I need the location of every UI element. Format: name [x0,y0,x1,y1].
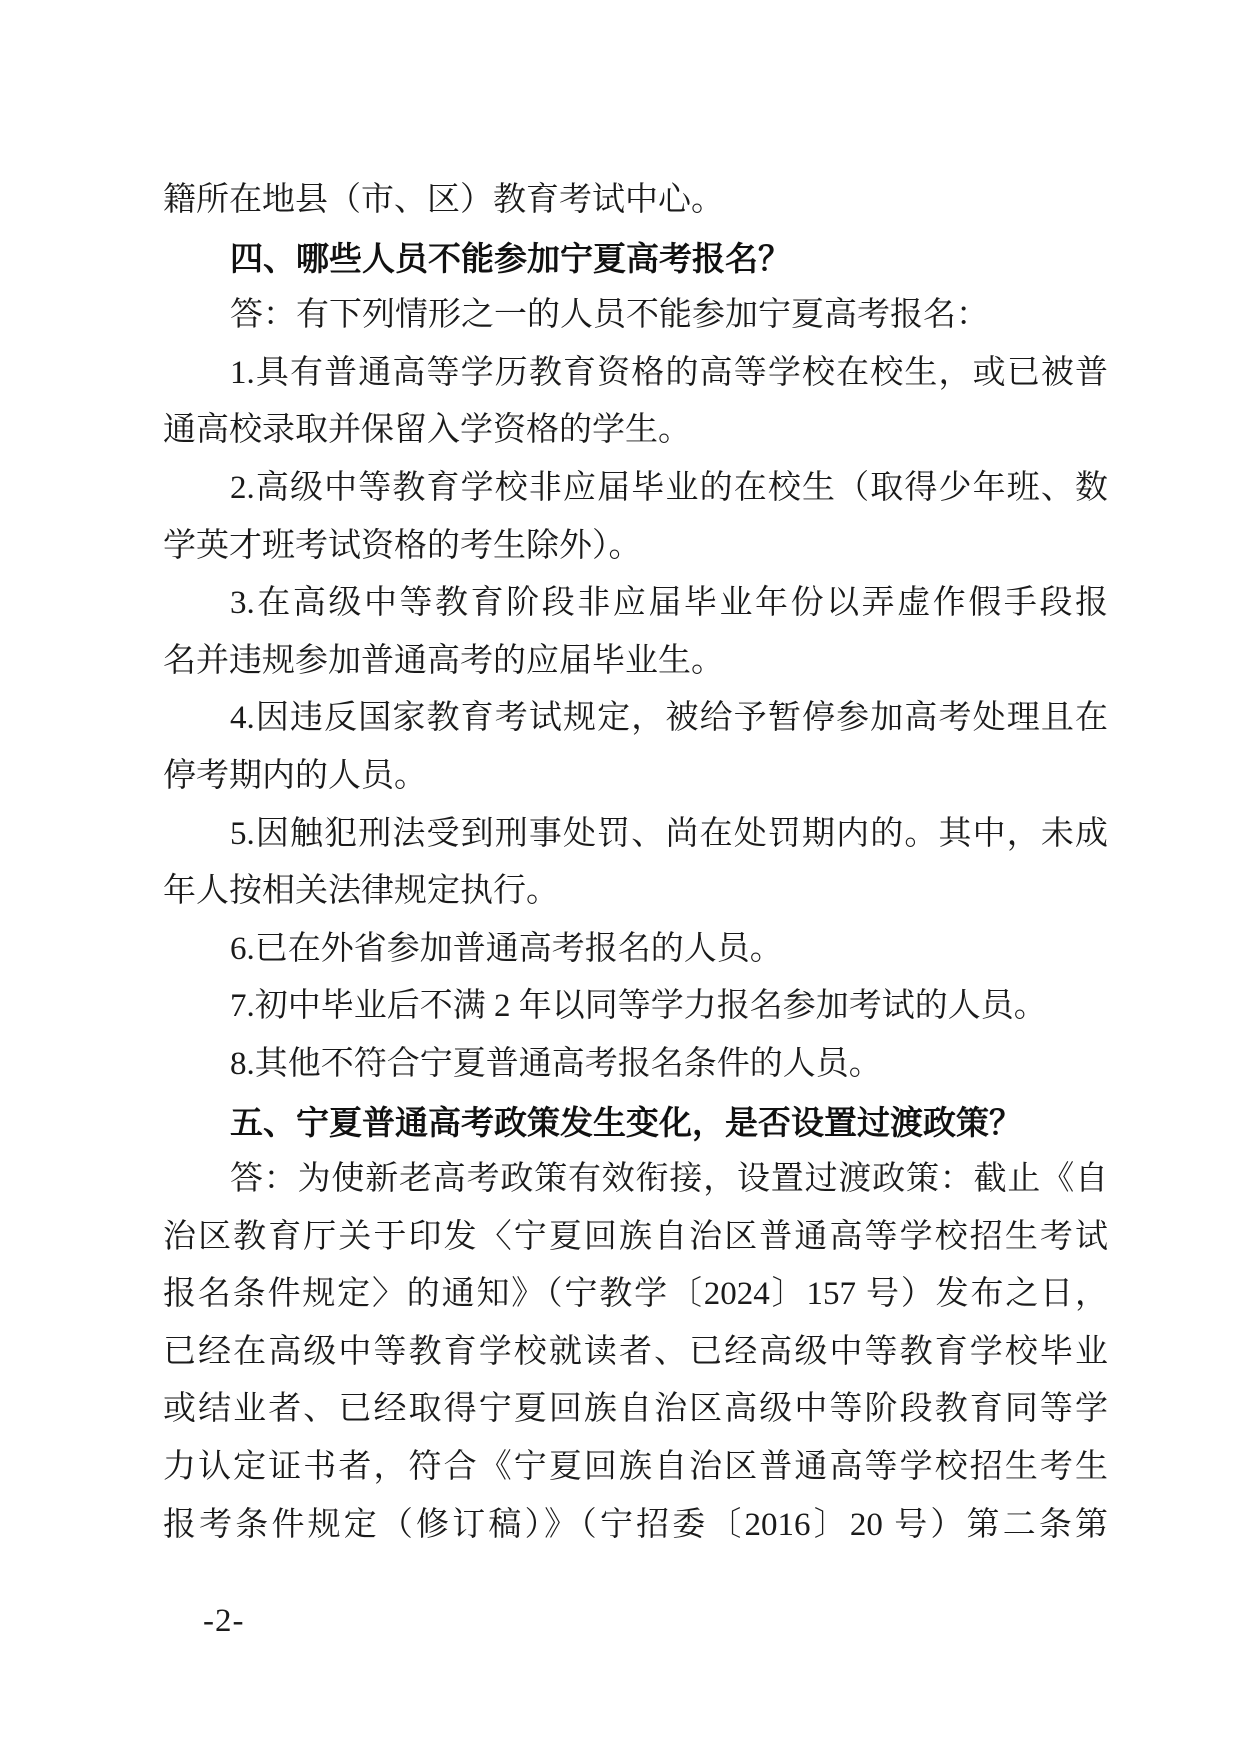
question-4-item-5-line: 5.因触犯刑法受到刑事处罚、尚在处罚期内的。其中，未成 [230,815,1108,852]
question-4-item-7-line: 7.初中毕业后不满 2 年以同等学力报名参加考试的人员。 [230,988,1047,1025]
question-4-heading: 四、哪些人员不能参加宁夏高考报名？ [230,239,791,277]
question-4-item-4-line: 4.因违反国家教育考试规定，被给予暂停参加高考处理且在 [230,700,1108,737]
question-4-item-2-line: 学英才班考试资格的考生除外）。 [163,527,642,564]
question-4-item-8-line: 8.其他不符合宁夏普通高考报名条件的人员。 [230,1045,882,1082]
question-4-item-5-line: 年人按相关法律规定执行。 [163,873,559,910]
question-5-answer-line: 已经在高级中等教育学校就读者、已经高级中等教育学校毕业 [163,1333,1108,1370]
document-text-block [163,172,1108,1554]
question-5-answer-line: 答：为使新老高考政策有效衔接，设置过渡政策：截止《自 [230,1161,1108,1198]
page-number: -2- [203,1603,245,1639]
question-5-heading: 五、宁夏普通高考政策发生变化，是否设置过渡政策？ [230,1103,1022,1141]
question-5-answer-line: 力认定证书者，符合《宁夏回族自治区普通高等学校招生考生 [163,1449,1108,1486]
question-4-item-3-line: 名并违规参加普通高考的应届毕业生。 [163,642,724,679]
continuation-paragraph-line: 籍所在地县（市、区）教育考试中心。 [163,182,724,218]
question-4-item-4-line: 停考期内的人员。 [163,757,427,794]
question-5-answer-line: 或结业者、已经取得宁夏回族自治区高级中等阶段教育同等学 [163,1391,1108,1428]
question-5-answer-line: 治区教育厅关于印发〈宁夏回族自治区普通高等学校招生考试 [163,1218,1108,1255]
question-4-item-6-line: 6.已在外省参加普通高考报名的人员。 [230,930,783,967]
question-4-item-2-line: 2.高级中等教育学校非应届毕业的在校生（取得少年班、数 [230,469,1108,506]
question-5-answer-line: 报考条件规定（修订稿）》（宁招委〔2016〕20 号）第二条第 [163,1506,1108,1543]
question-4-item-1-line: 1.具有普通高等学历教育资格的高等学校在校生，或已被普 [230,354,1108,391]
question-4-answer-intro: 答：有下列情形之一的人员不能参加宁夏高考报名： [230,297,989,334]
question-5-answer-line: 报名条件规定〉的通知》（宁教学〔2024〕157 号）发布之日， [163,1276,1108,1313]
question-4-item-3-line: 3.在高级中等教育阶段非应届毕业年份以弄虚作假手段报 [230,585,1108,622]
question-4-item-1-line: 通高校录取并保留入学资格的学生。 [163,412,691,449]
